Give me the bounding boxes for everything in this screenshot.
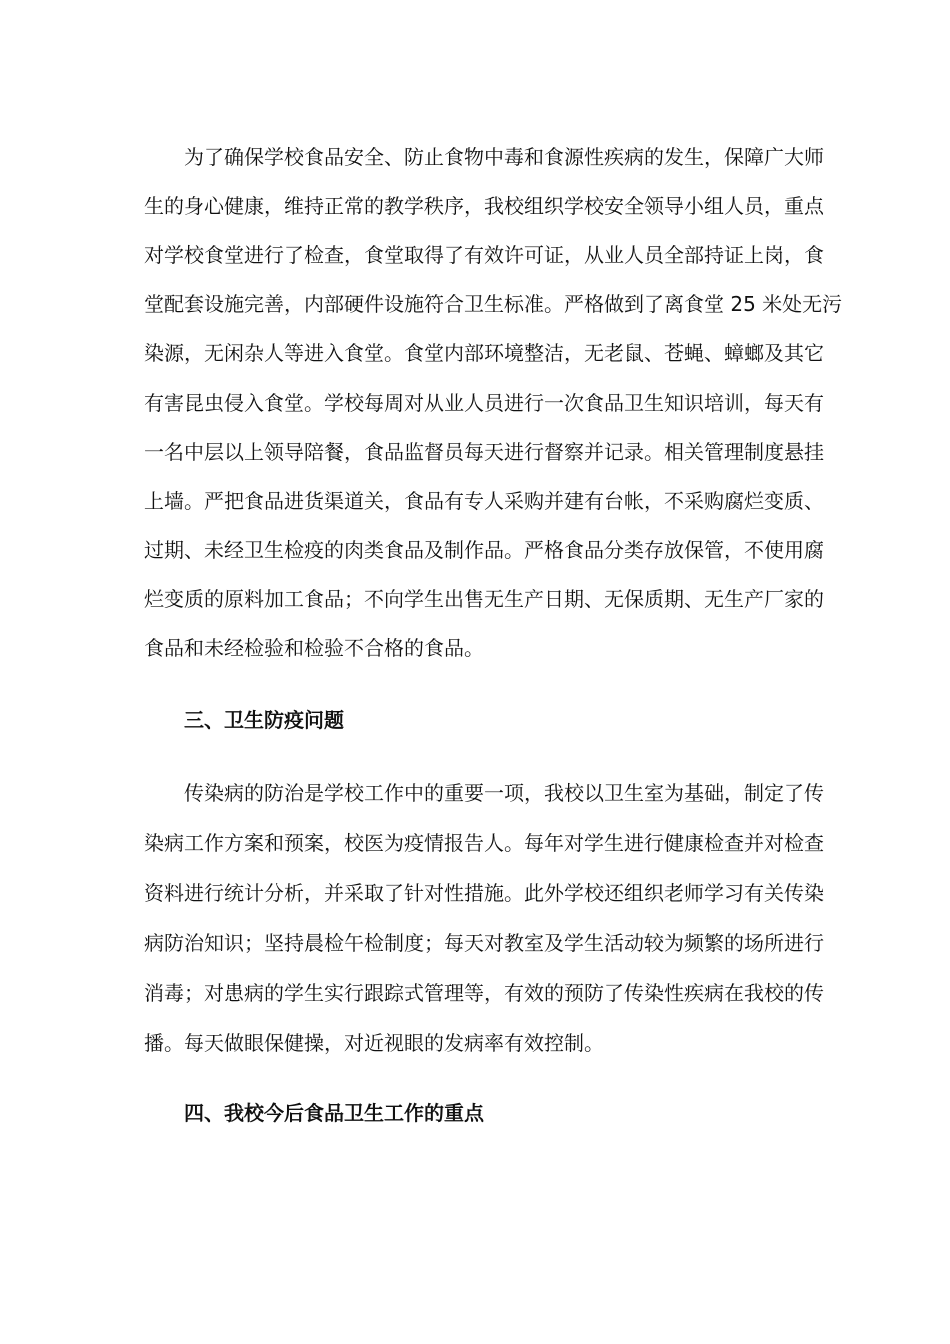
text-line: 病防治知识；坚持晨检午检制度；每天对教室及学生活动较为频繁的场所进行 — [144, 931, 824, 955]
section-heading-4: 四、我校今后食品卫生工作的重点 — [184, 1101, 484, 1125]
text-line: 有害昆虫侵入食堂。学校每周对从业人员进行一次食品卫生知识培训，每天有 — [144, 390, 824, 415]
text-line: 染源，无闲杂人等进入食堂。食堂内部环境整洁，无老鼠、苍蝇、蟑螂及其它 — [144, 341, 824, 366]
text-line: 烂变质的原料加工食品；不向学生出售无生产日期、无保质期、无生产厂家的 — [144, 586, 824, 611]
text-line: 生的身心健康，维持正常的教学秩序，我校组织学校安全领导小组人员，重点 — [144, 194, 824, 219]
text-line: 传染病的防治是学校工作中的重要一项，我校以卫生室为基础，制定了传 — [184, 781, 824, 805]
text-line: 播。每天做眼保健操，对近视眼的发病率有效控制。 — [144, 1031, 604, 1055]
text-line: 堂配套设施完善，内部硬件设施符合卫生标准。严格做到了离食堂 25 米处无污 — [144, 292, 843, 317]
text-line: 上墙。严把食品进货渠道关，食品有专人采购并建有台帐，不采购腐烂变质、 — [144, 488, 824, 513]
text-line: 为了确保学校食品安全、防止食物中毒和食源性疾病的发生，保障广大师 — [184, 145, 824, 169]
text-line: 食品和未经检验和检验不合格的食品。 — [144, 636, 484, 660]
text-line: 消毒；对患病的学生实行跟踪式管理等，有效的预防了传染性疾病在我校的传 — [144, 981, 824, 1005]
text-line: 一名中层以上领导陪餐，食品监督员每天进行督察并记录。相关管理制度悬挂 — [144, 439, 824, 464]
text-line: 染病工作方案和预案，校医为疫情报告人。每年对学生进行健康检查并对检查 — [144, 831, 824, 855]
text-line: 过期、未经卫生检疫的肉类食品及制作品。严格食品分类存放保管，不使用腐 — [144, 537, 824, 562]
text-line: 资料进行统计分析，并采取了针对性措施。此外学校还组织老师学习有关传染 — [144, 881, 824, 905]
section-heading-3: 三、卫生防疫问题 — [184, 708, 344, 732]
text-line: 对学校食堂进行了检查，食堂取得了有效许可证，从业人员全部持证上岗，食 — [144, 243, 824, 268]
